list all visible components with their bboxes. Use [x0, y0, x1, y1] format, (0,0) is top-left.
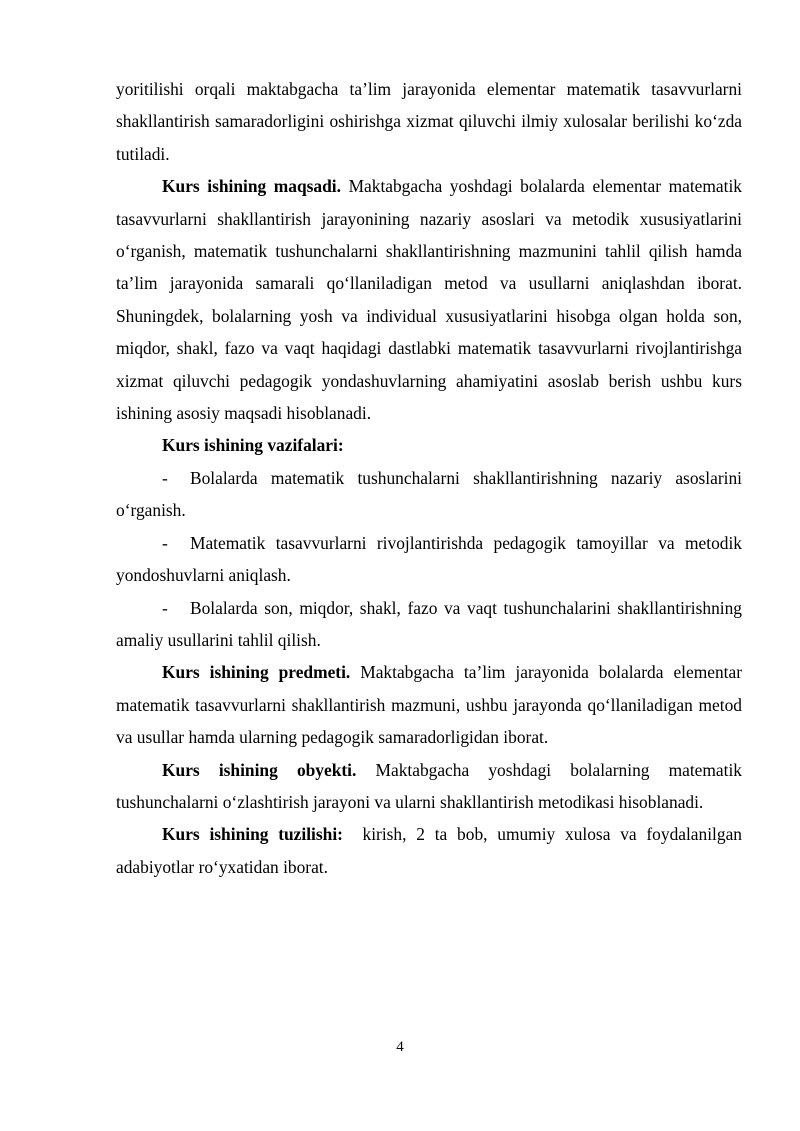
object-text: Maktabgacha yoshdagi bolalarning matematik tushunchalarni o‘zlashtirish jarayoni va ularni shakllantirish metodikasi hisoblanadi. [116, 759, 742, 812]
subject-paragraph [116, 656, 742, 753]
task-item [116, 527, 742, 592]
structure-text: kirish, 2 ta bob, umumiy xulosa va foydalanilgan adabiyotlar ro‘yxatidan iborat. [116, 824, 742, 877]
document-body [116, 73, 742, 883]
task-item [116, 462, 742, 527]
intro-text: yoritilishi orqali maktabgacha ta’lim jarayonida elementar matematik tasavvurlarni shakllantirish samaradorligini oshirishga xizmat qiluvchi ilmiy xulosalar berilishi ko‘zda tutiladi. [116, 79, 742, 164]
task-item-text: Matematik tasavvurlarni rivojlantirishda pedagogik tamoyillar va metodik yondoshuvlarni aniqlash. [116, 532, 742, 586]
page-number: 4 [396, 1039, 404, 1055]
subject-heading: Kurs ishining predmeti. [162, 662, 351, 683]
task-item [116, 592, 742, 657]
subject-text: Maktabgacha ta’lim jarayonida bolalarda elementar matematik tasavvurlarni shakllantirish mazmuni, ushbu jarayonda qo‘llaniladigan metod va usullar hamda ularning pedagogik samaradorligidan iborat. [116, 662, 743, 748]
tasks-heading: Kurs ishining vazifalari: [162, 435, 344, 456]
goal-paragraph [116, 170, 742, 429]
dash-bullet: - [162, 532, 168, 553]
dash-bullet: - [162, 467, 168, 488]
task-item-text: Bolalarda matematik tushunchalarni shakllantirishning nazariy asoslarini o‘rganish. [116, 467, 742, 521]
tasks-paragraph [116, 429, 742, 461]
dash-bullet: - [162, 597, 168, 618]
goal-text: Maktabgacha yoshdagi bolalarda elementar matematik tasavvurlarni shakllantirish jarayonining nazariy asoslari va metodik xususiyatlarini o‘rganish, matematik tushunchalarni shakllantirishning mazmunini tahlil qilish hamda ta’lim jarayonida samarali qo‘llaniladigan metod va usullarni aniqlashdan iborat. Shuningdek, bolalarning yosh va individual xususiyatlarini hisobga olgan holda son, miqdor, shakl, fazo va vaqt haqidagi dastlabki matematik tasavvurlarni rivojlantirishga xizmat qiluvchi pedagogik yondashuvlarning ahamiyatini asoslab berish ushbu kurs ishining asosiy maqsadi hisoblanadi. [116, 176, 742, 424]
structure-heading: Kurs ishining tuzilishi: [162, 824, 343, 845]
object-heading: Kurs ishining obyekti. [162, 759, 357, 780]
goal-heading: Kurs ishining maqsadi. [162, 176, 341, 197]
intro-paragraph [116, 73, 742, 170]
structure-paragraph [116, 818, 742, 883]
task-item-text: Bolalarda son, miqdor, shakl, fazo va vaqt tushunchalarini shakllantirishning amaliy usullarini tahlil qilish. [116, 597, 742, 650]
object-paragraph [116, 754, 742, 819]
